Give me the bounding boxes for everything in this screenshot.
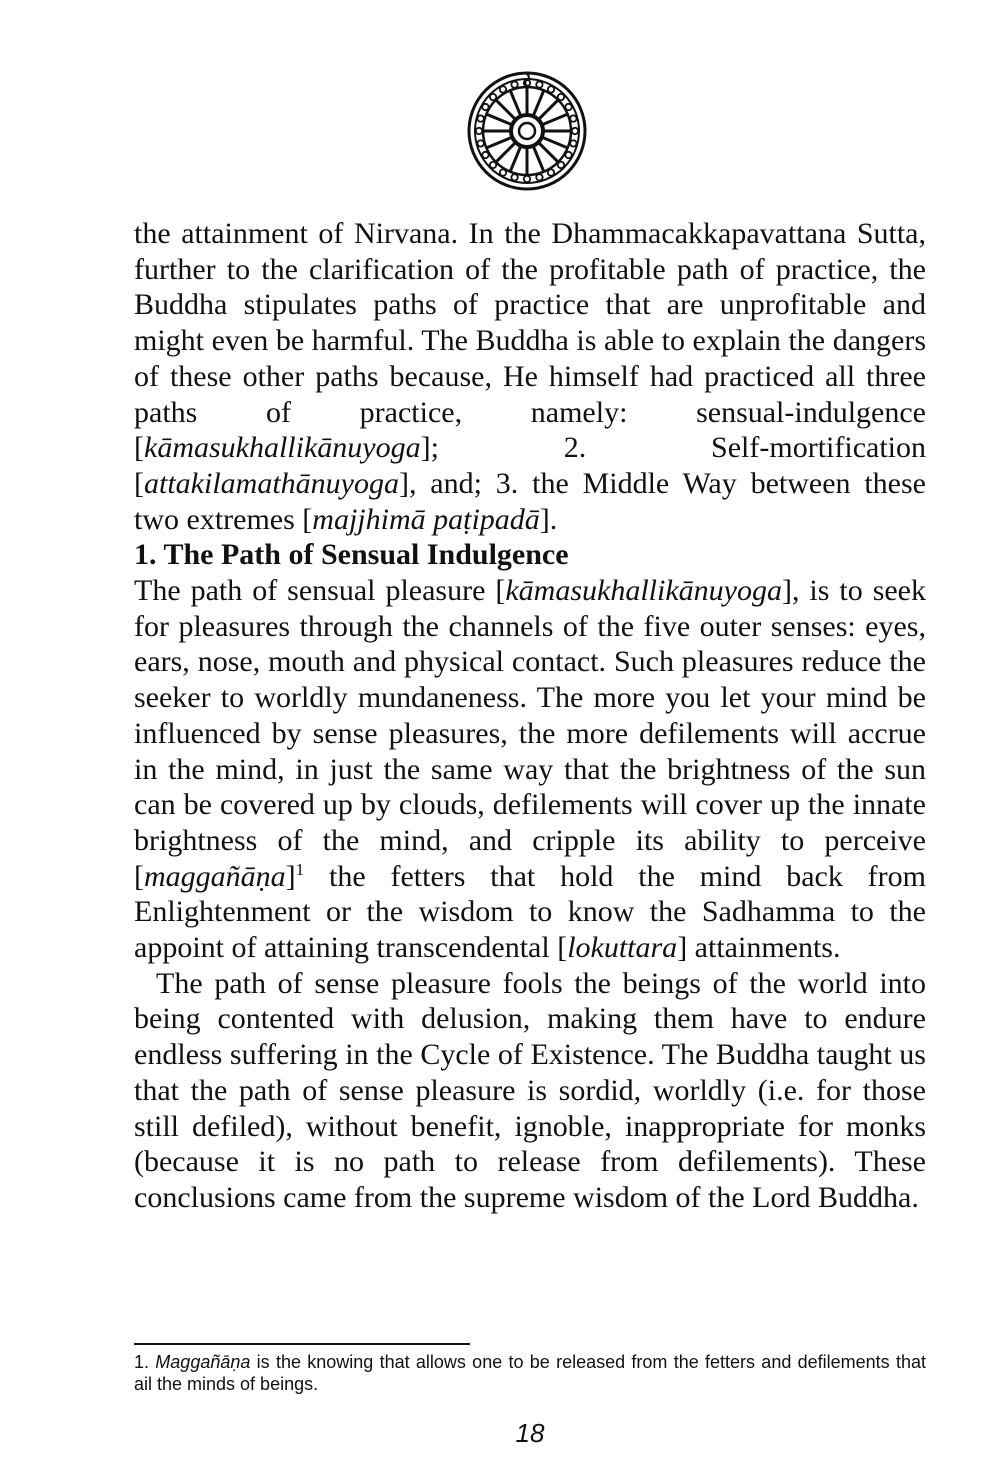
- section-heading: 1. The Path of Sensual Indulgence: [134, 538, 569, 572]
- footnote-term: Maggañāṇa: [155, 1352, 251, 1372]
- dharma-wheel-icon: [466, 70, 588, 192]
- pali-term: maggañāṇa: [144, 859, 286, 893]
- text-span: ].: [539, 502, 558, 536]
- text-span: ], is to seek for pleasures through the channels of the five outer senses: eyes, ears, nose, mouth and physical contact. Such pleasures reduce the seeker to worldly mundaneness. The more you let your mind be influenced by sense pleasures, the more defilements will accrue in the mind, in just the same way that the brightness of the sun can be covered up by clouds, defilements will cover up the innate brightness of the mind, and cripple its ability to perceive [: [134, 574, 926, 893]
- footnote-text: is the knowing that allows one to be released from the fetters and defilements that ail the minds of beings.: [134, 1352, 926, 1394]
- paragraph-intro: [134, 216, 926, 537]
- text-span: ]: [285, 859, 296, 893]
- paragraph-conclusion: The path of sense pleasure fools the beings of the world into being contented with delusion, making them have to endure endless suffering in the Cycle of Existence. The Buddha taught us that the path of sense pleasure is sordid, worldly (i.e. for those still defiled), without benefit, ignoble, inappropriate for monks (because it is no path to release from defilements). These conclusions came from the supreme wisdom of the Lord Buddha.: [134, 966, 926, 1214]
- text-span: The path of sensual pleasure [: [134, 574, 506, 608]
- paragraph-sensual-pleasure: [134, 573, 926, 966]
- pali-term: kāmasukhallikānuyoga: [505, 574, 782, 608]
- text-span: the fetters that hold the mind back from Enlightenment or the wisdom to know the Sadhamma to the appoint of attaining transcendental [: [134, 859, 926, 965]
- main-text: [134, 216, 926, 1216]
- pali-term: attakilamathānuyoga: [144, 466, 399, 500]
- pali-term: majjhimā paṭipadā: [312, 502, 540, 536]
- pali-term: kāmasukhallikānuyoga: [144, 431, 421, 465]
- footnote-marker[interactable]: 1: [295, 859, 305, 879]
- footnote: [134, 1351, 926, 1395]
- page-number: 18: [515, 1418, 545, 1448]
- footnote-divider: [134, 1343, 470, 1345]
- text-span: ], and; 3. the Middle Way between these two extremes [: [134, 466, 926, 536]
- text-span: ]; 2. Self-mortification [: [134, 431, 926, 500]
- text-span: ] attainments.: [677, 931, 841, 965]
- pali-term: lokuttara: [567, 931, 678, 965]
- text-span: the attainment of Nirvana. In the Dhammacakkapavattana Sutta, further to the clarification of the profitable path of practice, the Buddha stipulates paths of practice that are unprofitable and might even be harmful. The Buddha is able to explain the dangers of these other paths because, He himself had practiced all three paths of practice, namely: sensual-indulgence [: [134, 217, 926, 465]
- footnote-number: 1.: [134, 1352, 150, 1372]
